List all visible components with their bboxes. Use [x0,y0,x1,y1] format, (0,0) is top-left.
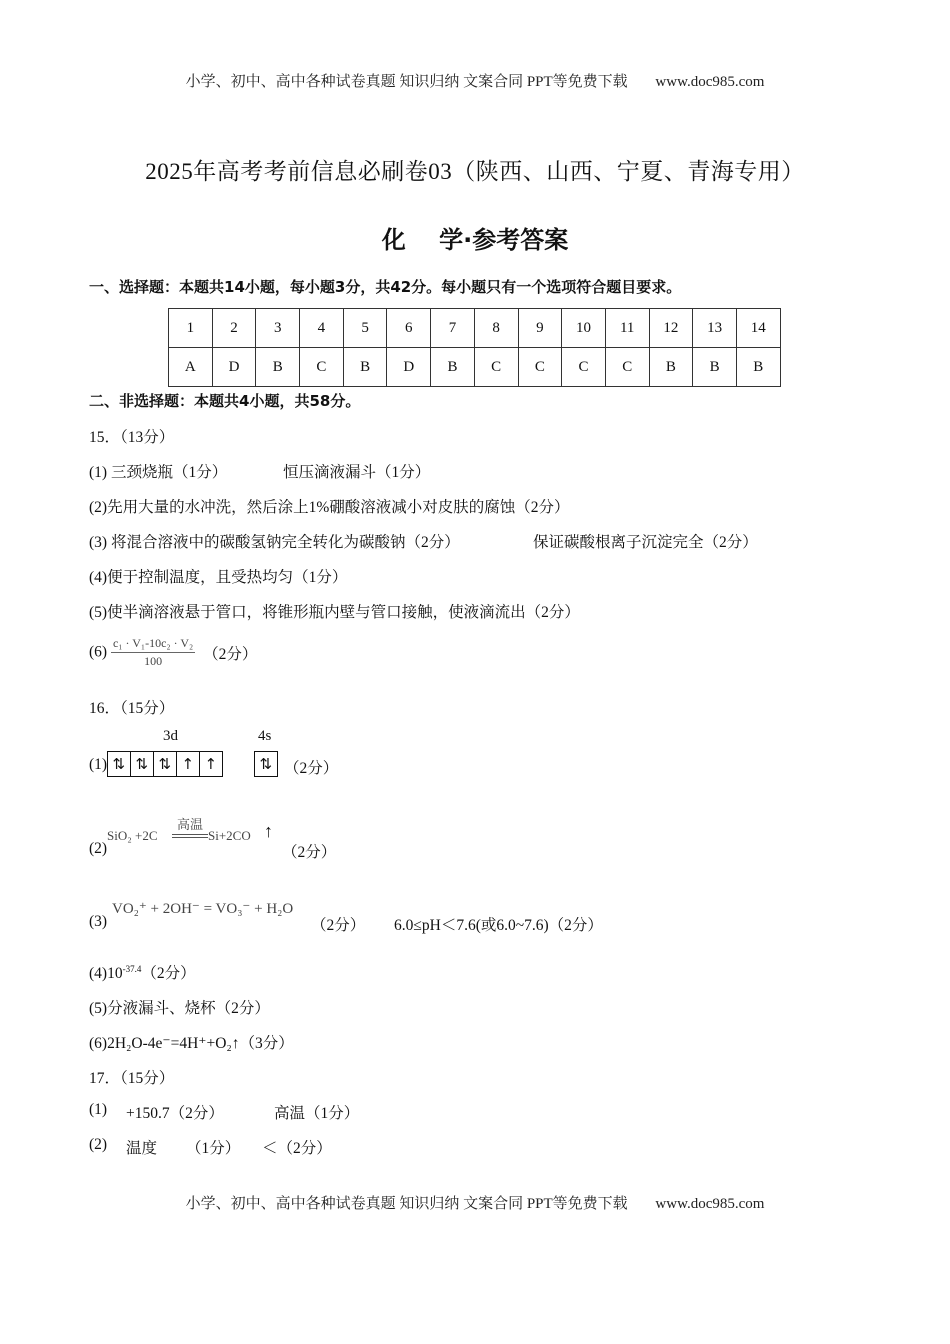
q15-part6 [89,636,257,669]
condition-text: 高温 [176,817,203,832]
q17-heading: 17．（15分） [89,1070,175,1087]
q16-part4-exponent: -37.4 [122,963,142,974]
q16-part4-base: (4)10 [89,965,123,982]
question-number-cell: 7 [431,309,475,348]
q16-part4 [89,961,196,983]
orbital-box-3d: ⇅ [130,751,155,777]
answer-table-number-row [169,309,781,348]
q17-part1-label: (1) [89,1101,108,1118]
question-number-cell: 8 [474,309,518,348]
question-number-cell: 4 [300,309,344,348]
q15-part6-score: （2分） [203,645,258,663]
orbital-box-4s: ⇅ [254,751,279,777]
q16-part6: (6)2H₂O-4e⁻=4H⁺+O₂↑（3分） [89,1035,294,1052]
answer-cell: B [431,348,475,387]
answer-cell: D [387,348,431,387]
page-header [0,70,950,91]
q15-heading: 15．（13分） [89,429,175,446]
header-text: 小学、初中、高中各种试卷真题 知识归纳 文案合同 PPT等免费下载 [185,74,628,90]
q16-part2-label: (2) [89,840,108,857]
q17-part1-b: 高温（1分） [274,1105,360,1122]
q16-part3-label: (3) [89,913,108,930]
footer-text: 小学、初中、高中各种试卷真题 知识归纳 文案合同 PPT等免费下载 [185,1196,628,1212]
equation-rhs: Si+2CO [208,828,251,843]
question-number-cell: 3 [256,309,300,348]
footer-url[interactable]: www.doc985.com [655,1196,765,1212]
q16-part1-score: （2分） [284,760,339,777]
answer-cell: B [736,348,780,387]
answer-cell: B [343,348,387,387]
equation-condition [172,814,208,838]
q15-part4: (4)便于控制温度，且受热均匀（1分） [89,569,348,586]
section-2-heading: 二、非选择题：本题共4小题，共58分。 [89,392,361,410]
q16-part5: (5)分液漏斗、烧杯（2分） [89,1000,270,1017]
question-number-cell: 2 [212,309,256,348]
q15-part1-b: 恒压滴液漏斗（1分） [283,464,431,481]
question-number-cell: 9 [518,309,562,348]
answer-cell: C [474,348,518,387]
question-number-cell: 12 [649,309,693,348]
orbital-label-4s: 4s [258,728,272,744]
q16-part3-score: （2分） [311,917,366,934]
answer-table [168,308,781,387]
question-number-cell: 14 [736,309,780,348]
q16-part3-equation: VO₂⁺ + 2OH⁻ = VO₃⁻ + H₂O [112,901,294,917]
orbital-box-3d: ↑ [176,751,201,777]
fraction-denominator: 100 [144,654,163,668]
answer-cell: C [562,348,606,387]
answer-cell: B [256,348,300,387]
section-1-heading: 一、选择题：本题共14小题，每小题3分，共42分。每小题只有一个选项符合题目要求。 [89,278,682,296]
q17-part1-a: +150.7（2分） [126,1105,224,1122]
question-number-cell: 1 [169,309,213,348]
orbital-box-3d: ⇅ [107,751,132,777]
question-number-cell: 13 [693,309,737,348]
q15-part6-label: (6) [89,643,108,661]
q16-part4-score: （2分） [141,965,196,982]
question-number-cell: 6 [387,309,431,348]
question-number-cell: 10 [562,309,606,348]
orbital-box-3d: ⇅ [153,751,178,777]
question-number-cell: 11 [605,309,649,348]
page-subtitle: 化 学·参考答案 [381,226,569,254]
answer-cell: C [605,348,649,387]
q17-part2-label: (2) [89,1136,108,1153]
question-number-cell: 5 [343,309,387,348]
page-footer [0,1192,950,1213]
q15-part6-fraction [111,636,195,669]
orbital-box-3d: ↑ [199,751,224,777]
equals-sign [172,834,208,838]
answer-cell: B [649,348,693,387]
q15-part5: (5)使半滴溶液悬于管口，将锥形瓶内壁与管口接触，使液滴流出（2分） [89,604,580,621]
orbital-label-3d: 3d [163,728,178,744]
page-title: 2025年高考考前信息必刷卷03（陕西、山西、宁夏、青海专用） [145,159,805,184]
q15-part1-a: (1) 三颈烧瓶（1分） [89,464,228,481]
header-url[interactable]: www.doc985.com [655,74,765,90]
answer-cell: D [212,348,256,387]
answer-table-answer-row [169,348,781,387]
q17-part2-a: 温度 [126,1140,158,1157]
q15-part3-a: (3) 将混合溶液中的碳酸氢钠完全转化为碳酸钠（2分） [89,534,460,551]
orbital-4s-diagram [255,751,278,775]
gas-arrow: ↑ [264,821,273,841]
q15-part3-b: 保证碳酸根离子沉淀完全（2分） [533,534,758,551]
q16-part2-score: （2分） [282,844,337,861]
equation-lhs: SiO₂ +2C [107,828,158,843]
answer-cell: C [518,348,562,387]
q15-part2: (2)先用大量的水冲洗，然后涂上1%硼酸溶液减小对皮肤的腐蚀（2分） [89,499,570,516]
q16-part1-label: (1) [89,756,108,773]
q16-part3-b: 6.0≤pH＜7.6(或6.0~7.6)（2分） [394,917,603,934]
answer-cell: A [169,348,213,387]
q16-heading: 16．（15分） [89,700,175,717]
q17-part2-c: ＜（2分） [262,1140,332,1157]
answer-cell: C [300,348,344,387]
q17-part2-b: （1分） [186,1140,241,1157]
answer-cell: B [693,348,737,387]
orbital-3d-diagram [108,751,223,775]
fraction-numerator: c₁ · V₁-10c₂ · V₂ [111,636,195,653]
